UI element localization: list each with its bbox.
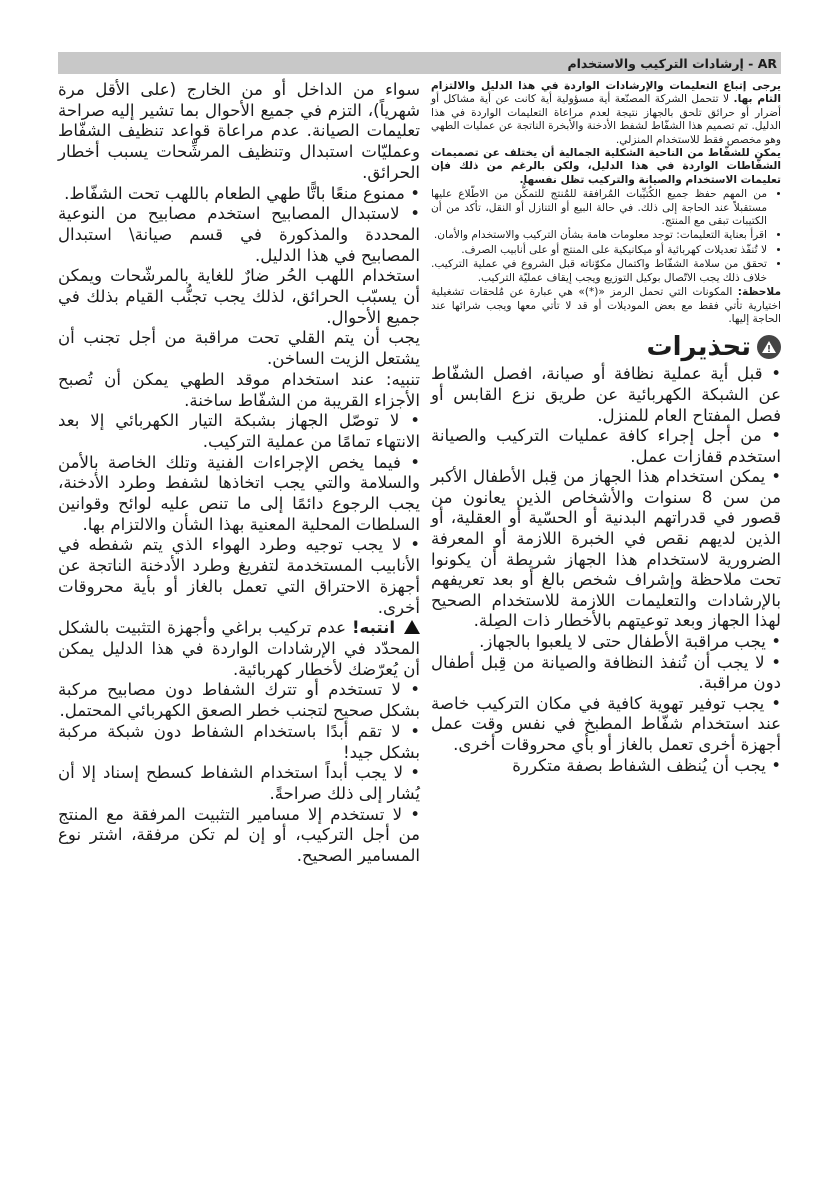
warnings-title: تحذيرات bbox=[646, 332, 751, 363]
intro-bold: يرجى إتباع التعليمات والإرشادات الواردة في هذا الدليل والالتزام التام بها. bbox=[431, 80, 781, 106]
paragraph: يجب أن يتم القلي تحت مراقبة من أجل تجنب أن يشتعل الزيت الساخن. bbox=[58, 328, 420, 369]
attention-paragraph bbox=[58, 618, 420, 680]
paragraph: • لا توصّل الجهاز بشبكة التيار الكهربائي إلا بعد الانتهاء تمامًا من عملية التركيب. bbox=[58, 411, 420, 451]
right-column bbox=[431, 80, 781, 776]
list-item: • تحقق من سلامة الشفّاط واكتمال مكوّناته قبل الشروع في عملية التركيب. خلاف ذلك يجب الاتّصال بوكيل التوزيع ويجب إيقاف عمليّة التركيب. bbox=[431, 258, 767, 285]
warning-item: • يجب أن يُنظف الشفاط بصفة متكررة bbox=[512, 755, 781, 775]
note-text: المكونات التي تحمل الرمز «(*)» هي عبارة عن مُلحقات تشغيلية اختيارية تأتي فقط مع بعض الموديلات أو قد لا تأتي معها ويجب شرائها عند الحاجة إليها. bbox=[431, 286, 781, 325]
attention-text: عدم تركيب براغي وأجهزة التثبيت بالشكل المحدّد في الإرشادات الواردة في هذا الدليل يمكن أن يُعرّضك لأخطار كهربائية. bbox=[58, 618, 420, 679]
paragraph: • لا تستخدم إلا مسامير التثبيت المرفقة مع المنتج من أجل التركيب، أو إن لم تكن مرفقة، اشتر نوع المسامير الصحيح. bbox=[58, 804, 420, 866]
warning-triangle-icon bbox=[404, 620, 420, 634]
header-title: AR - إرشادات التركيب والاستخدام bbox=[567, 55, 777, 71]
paragraph: • ممنوع منعًا باتًّا طهي الطعام باللهب تحت الشفّاط. bbox=[64, 183, 420, 203]
paragraph: • لا تقم أبدًا باستخدام الشفاط دون شبكة مركبة بشكل جيد! bbox=[58, 721, 420, 762]
note bbox=[431, 286, 781, 326]
paragraph: • فيما يخص الإجراءات الفنية وتلك الخاصة بالأمن والسلامة والتي يجب اتخاذها لشفط وطرد الأدخنة، يجب الرجوع دائمًا إلى ما تنص عليه لوائح وقوانين السلطات المحلية المعنية بهذا الشأن والالتزام بها. bbox=[58, 452, 420, 534]
warnings-list bbox=[431, 364, 781, 776]
note-label: ملاحظة: bbox=[737, 286, 781, 299]
warning-item: • يمكن استخدام هذا الجهاز من قِبل الأطفال الأكبر من سن 8 سنوات والأشخاص الذين يعانون من قصور في قدراتهم البدنية أو الحسّية أو العقلية، أو الذين لديهم نقص في الخبرة اللازمة أو المعرفة الضرورية لاستخدام هذا الجهاز شريطة أن يكونوا تحت ملاحظة وإشراف شخص بالغ أو بعد تعريفهم بالإرشادات والتعليمات اللازمة للاستخدام الصحيح لهذا الجهاز وبعد توعيتهم بالأخطار ذات الصِلة. bbox=[431, 467, 781, 631]
warning-triangle-icon bbox=[757, 335, 781, 359]
list-item: • من المهم حفظ جميع الكُتيِّبات المُرافقة للمُنتج للتمكُّن من الاطّلاع عليها مستقبلاً عند الحاجة إلى ذلك. في حالة البيع أو التنازل أو النقل، تأكد من أن الكتيبات تبقى مع المنتج. bbox=[431, 188, 767, 228]
attention-label: انتبه! bbox=[351, 618, 396, 638]
warning-item: • لا يجب أن تُنفذ النظافة والصيانة من قِبل أطفال دون مراقبة. bbox=[431, 652, 781, 693]
warnings-heading bbox=[431, 332, 781, 362]
paragraph: • لا يجب أبداً استخدام الشفاط كسطح إسناد إلا أن يُشار إلى ذلك صراحةً. bbox=[58, 763, 420, 803]
left-column bbox=[58, 80, 420, 867]
intro-text: لا تتحمل الشركة المصنّعة أية مسؤولية أية كانت عن أية مشاكل أو أضرار أو حرائق تلحق بالجهاز نتيجة لعدم مراعاة التعليمات الواردة في هذا الدليل. تم تصميم هذا الشفّاط لشفط الأدخنة والأبخرة الناتجة عن عمليات الطهي وهو مخصص فقط للاستخدام المنزلي. bbox=[431, 93, 781, 146]
paragraph: تنبيه: عند استخدام موقد الطهي يمكن أن تُصبح الأجزاء القريبة من الشفّاط ساخنة. bbox=[58, 369, 420, 410]
paragraph: • لا يجب توجيه وطرد الهواء الذي يتم شفطه في الأنابيب المستخدمة لتفريغ وطرد الأدخنة الناتجة عن أجهزة الاحتراق التي تعمل بالغاز أو بأية محروقات أخرى. bbox=[58, 535, 420, 617]
intro-block bbox=[431, 80, 781, 187]
paragraph: • لاستبدال المصابيح استخدم مصابيح من النوعية المحددة والمذكورة في قسم صيانة\ استبدال المصابيح في هذا الدليل. bbox=[58, 204, 420, 265]
warning-item: • يجب مراقبة الأطفال حتى لا يلعبوا بالجهاز. bbox=[479, 632, 781, 652]
warning-item: • يجب توفير تهوية كافية في مكان التركيب خاصة عند استخدام شفّاط المطبخ في نفس وقت عمل أجهزة أخرى تعمل بالغاز أو بأي محروقات أخرى. bbox=[431, 693, 781, 754]
paragraph: • لا تستخدم أو تترك الشفاط دون مصابيح مركبة بشكل صحيح لتجنب خطر الصعق الكهربائي المحتمل. bbox=[58, 680, 420, 721]
list-item: • لا تُنفّذ تعديلات كهربائية أو ميكانيكية على المنتج أو على أنابيب الصرف. bbox=[431, 244, 767, 257]
instruction-list bbox=[431, 188, 781, 285]
paragraph: استخدام اللهب الحُر ضارٌ للغاية بالمرشّحات ويمكن أن يسبّب الحرائق، لذلك يجب تجنُّب القيام بذلك في جميع الأحوال. bbox=[58, 266, 420, 327]
paragraph: سواء من الداخل أو من الخارج (على الأقل مرة شهرياً)، التزم في جميع الأحوال بما تشير إليه صراحة تعليمات الصيانة. عدم مراعاة قواعد تنظيف الشفّاط وعمليّات استبدال وتنظيف المرشِّحات يسبب أخطار الحرائق. bbox=[58, 80, 420, 182]
shape-note: يمكن للشفّاط من الناحية الشكلية الجمالية أن يختلف عن تصميمات الشفّاطات الواردة في هذا الدليل، ولكن بالرغم من ذلك فإن تعليمات الاستخدام والصيانة والتركيب تظل نفسها. bbox=[431, 147, 781, 186]
page-header bbox=[58, 52, 781, 74]
warning-item: • من أجل إجراء كافة عمليات التركيب والصيانة استخدم قفازات عمل. bbox=[431, 426, 781, 466]
warning-item: • قبل أية عملية نظافة أو صيانة، افصل الشفّاط عن الشبكة الكهربائية عن طريق نزع القابس أو فصل المفتاح العام للمنزل. bbox=[431, 364, 781, 425]
list-item: • اقرأ بعناية التعليمات: توجد معلومات هامة بشأن التركيب والاستخدام والأمان. bbox=[431, 229, 767, 242]
